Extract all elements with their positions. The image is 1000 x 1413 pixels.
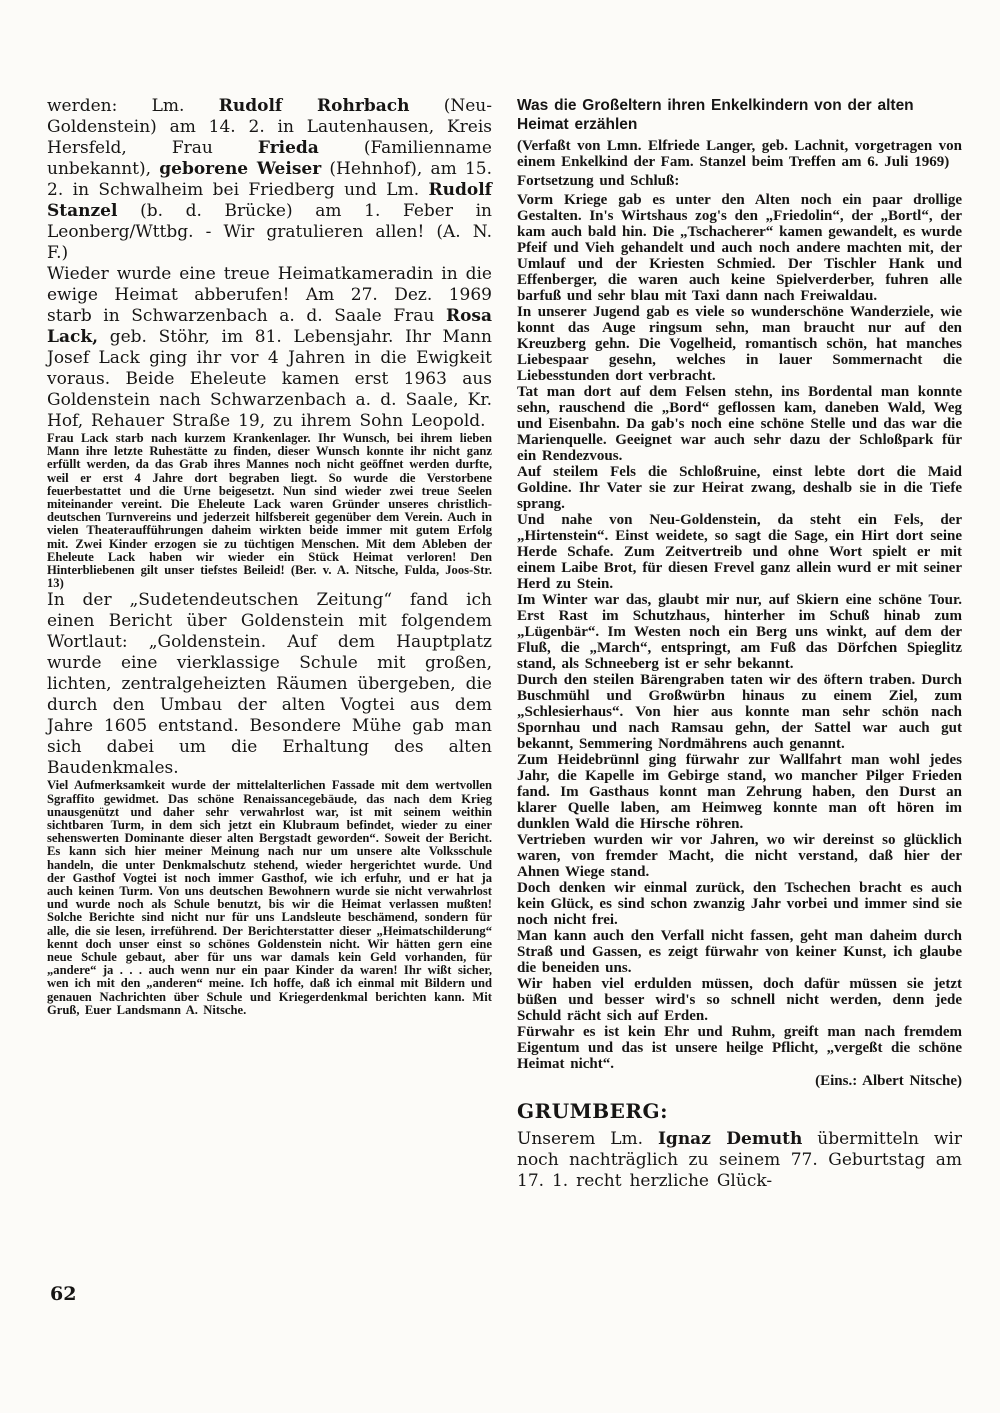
left-column: [47, 96, 492, 1192]
stanza: Vorm Kriege gab es unter den Alten noch ein paar drollige Gestalten. In's Wirtshaus zog's den „Friedolin“, der „Bortl“, der kam auch bald hin. Die „Tschacherer“ kamen gewandelt, es wurde Pfeif und Vieh gehandelt und auch noch andere machten mit, der Umlauf und der Kriesten Schmied. Der Tischler Hank und Effenberger, die waren auch keine Spielverderber, fuhren alle barfuß und sehr blau mit Taxi dann nach Freiwaldau.: [517, 192, 962, 304]
paragraph-report-commentary: Viel Aufmerksamkeit wurde der mittelalterlichen Fassade mit dem wertvollen Sgraffito gewidmet. Das schöne Renaissancegebäude, das nach dem Krieg unausgenützt und daher sehr verwahrlost war, ist mit seinem weithin sichtbaren Turm, in dem sich jetzt ein Klubraum befindet, wieder zu einer sehenswerten Dominante dieser alten Bergstadt geworden“. Soweit der Bericht. Es kann sich hier meiner Meinung nach nur um unsere alte Volksschule handeln, die unter Denkmalschutz stehend, wieder hergerichtet wurde. Und der Gasthof Vogtei ist noch immer Gasthof, wie ich erfuhr, und er hat ja auch keinen Turm. Von uns deutschen Bewohnern wurde sie nicht verwahrlost und wurde noch als Schule benutzt, bis wir die Heimat verlassen mußten! Solche Berichte sind nicht nur für uns Landsleute beschämend, sondern für alle, die sie lesen, irreführend. Der Berichterstatter dieser „Heimatschilderung“ kennt doch unser einst so schönes Goldenstein nicht. Wir hätten gern eine neue Schule gebaut, aber für uns war damals kein Geld vorhanden, für „andere“ ja . . . auch wenn nur ein paar Kinder da waren! Ihr wißt sicher, wen ich mit den „anderen“ meine. Ich hoffe, daß ich einmal mit Bildern und genauen Nachrichten über Schule und Kriegerdenkmal berichten kann. Mit Gruß, Euer Landsmann A. Nitsche.: [47, 778, 492, 1017]
stanza: In unserer Jugend gab es viele so wunderschöne Wanderziele, wie konnt das Auge ringsum sehn, man braucht nur auf den Kreuzberg gehn. Die Vogelheid, romantisch schön, hat manches Liebespaar gesehn, welches in lauer Sommernacht die Liebesstunden dort verbracht.: [517, 304, 962, 384]
article-title: Was die Großeltern ihren Enkelkindern von der alten Heimat erzählen: [517, 97, 914, 133]
right-column: [517, 96, 962, 1192]
signature: (Eins.: Albert Nitsche): [815, 1073, 962, 1089]
paragraph-grumberg-birthday: Unserem Lm. Ignaz Demuth übermitteln wir noch nachträglich zu seinem 77. Geburtstag am 17. 1. recht herzliche Glück-: [517, 1129, 962, 1191]
paragraph-anniversaries: werden: Lm. Rudolf Rohrbach (Neu-Goldenstein) am 14. 2. in Lautenhausen, Kreis Hersfeld, Frau Frieda (Familienname unbekannt), geborene Weiser (Hehnhof), am 15. 2. in Schwalheim bei Friedberg und Lm. Rudolf Stanzel (b. d. Brücke) am 1. Feber in Leonberg/Wttbg. - Wir gratulieren allen! (A. N. F.): [47, 96, 492, 263]
stanza: Und nahe von Neu-Goldenstein, da steht ein Fels, der „Hirtenstein“. Einst weidete, so sagt die Sage, ein Hirt dort seine Herde Schafe. Zum Zeitvertreib und ohne Wort spielt er mit einem Laibe Brot, für diesen Frevel ganz allein wurd er mit seiner Herd zu Stein.: [517, 512, 962, 592]
section-heading-grumberg: GRUMBERG:: [517, 1099, 669, 1123]
paragraph-obituary-details: Frau Lack starb nach kurzem Krankenlager. Ihr Wunsch, bei ihrem lieben Mann ihre letzte Ruhestätte zu finden, dieser Wunsch konnte ihr nicht ganz erfüllt werden, da das Grab ihres Mannes noch nicht geöffnet werden durfte, weil er erst 4 Jahre dort begraben liegt. So wurde die Verstorbene feuerbestattet und die Urne beigesetzt. Nun sind wieder zwei treue Seelen miteinander vereint. Die Eheleute Lack waren Gründer unseres christlich-deutschen Turnvereins und jederzeit hilfsbereit gegenüber dem Verein. Auch in vielen Theateraufführungen daheim wirkten beide immer mit gutem Erfolg mit. Zwei Kinder erzogen sie zu tüchtigen Menschen. Mit dem Ableben der Eheleute Lack haben wir wieder ein Stück Heimat verloren! Den Hinterbliebenen gilt unser tiefstes Beileid! (Ber. v. A. Nitsche, Fulda, Joos-Str. 13): [47, 431, 492, 591]
stanza: Auf steilem Fels die Schloßruine, einst lebte dort die Maid Goldine. Ihr Vater sie zur Heirat zwang, deshalb sie in die Tiefe sprang.: [517, 464, 962, 512]
two-column-layout: [47, 96, 962, 1192]
stanza: Fürwahr es ist kein Ehr und Ruhm, greift man nach fremdem Eigentum und das ist unsere heilge Pflicht, „vergeßt die schöne Heimat nicht“.: [517, 1024, 962, 1072]
paragraph-zeitung-report: In der „Sudetendeutschen Zeitung“ fand ich einen Bericht über Goldenstein mit folgendem Wortlaut: „Goldenstein. Auf dem Hauptplatz wurde eine vierklassige Schule mit großen, lichten, zentralgeheizten Räumen übergeben, die durch den Umbau der alten Vogtei aus dem Jahre 1605 entstand. Besondere Mühe gab man sich dabei um die Erhaltung des alten Baudenkmales.: [47, 590, 492, 779]
article-byline: (Verfaßt von Lmn. Elfriede Langer, geb. Lachnit, vorgetragen von einem Enkelkind der Fam. Stanzel beim Treffen am 6. Juli 1969): [517, 138, 962, 170]
paragraph-obituary: Wieder wurde eine treue Heimatkameradin in die ewige Heimat abberufen! Am 27. Dez. 1969 starb in Schwarzenbach a. d. Saale Frau Rosa Lack, geb. Stöhr, im 81. Lebensjahr. Ihr Mann Josef Lack ging ihr vor 4 Jahren in die Ewigkeit voraus. Beide Eheleute kamen erst 1963 aus Goldenstein nach Schwarzenbach a. d. Saale, Kr. Hof, Rehauer Straße 19, zu ihrem Sohn Leopold.: [47, 264, 492, 431]
stanza: Zum Heidebrünnl ging fürwahr zur Wallfahrt man wohl jedes Jahr, die Kapelle im Gebirge stand, wo mancher Pilger Frieden fand. Im Gasthaus konnt man Zehrung haben, den Durst an klarer Quelle laben, am Heimweg konnte man oft hören im dunklen Wald die Hirsche röhren.: [517, 752, 962, 832]
stanza: Doch denken wir einmal zurück, den Tschechen bracht es auch kein Glück, es sind schon zwanzig Jahr vorbei und immer sind sie noch nicht frei.: [517, 880, 962, 928]
stanza: Man kann auch den Verfall nicht fassen, geht man daheim durch Straß und Gassen, es zeigt fürwahr von keiner Kunst, ich glaube die beneiden uns.: [517, 928, 962, 976]
continuation-note: Fortsetzung und Schluß:: [517, 173, 680, 189]
stanza: Durch den steilen Bärengraben taten wir des öftern traben. Durch Buschmühl und Großwürbn hinaus zu einem Ziel, zum „Schlesierhaus“. Von hier aus konnte man sehr schön nach Spornhau und nach Ramsau gehn, der Sattel war auch gut bekannt, Semmering Nordmährens auch genannt.: [517, 672, 962, 752]
stanza: Tat man dort auf dem Felsen stehn, ins Bordental man konnte sehn, rauschend die „Bord“ geflossen kam, daneben Wald, Weg und Eisenbahn. Da gab's noch eine schöne Stelle und das war die Marienquelle. Geeignet war auch sehr dazu der Schloßpark für ein Rendezvous.: [517, 384, 962, 464]
stanza: Wir haben viel erdulden müssen, doch dafür müssen sie jetzt büßen und besser wird's so schnell nicht werden, denn jede Schuld rächt sich auf Erden.: [517, 976, 962, 1024]
stanza: Im Winter war das, glaubt mir nur, auf Skiern eine schöne Tour. Erst Rast im Schutzhaus, hinterher im Schuß hinab zum „Lügenbär“. Im Westen noch ein Berg uns winkt, auf dem der Fluß, die „March“, entspringt, am Fuß das Dörfchen Spieglitz stand, als Schneeberg ist er sehr bekannt.: [517, 592, 962, 672]
stanza: Vertrieben wurden wir vor Jahren, wo wir dereinst so glücklich waren, von fremder Macht, die nicht verstand, daß hier der Ahnen Wiege stand.: [517, 832, 962, 880]
page-number: 62: [50, 1283, 77, 1305]
